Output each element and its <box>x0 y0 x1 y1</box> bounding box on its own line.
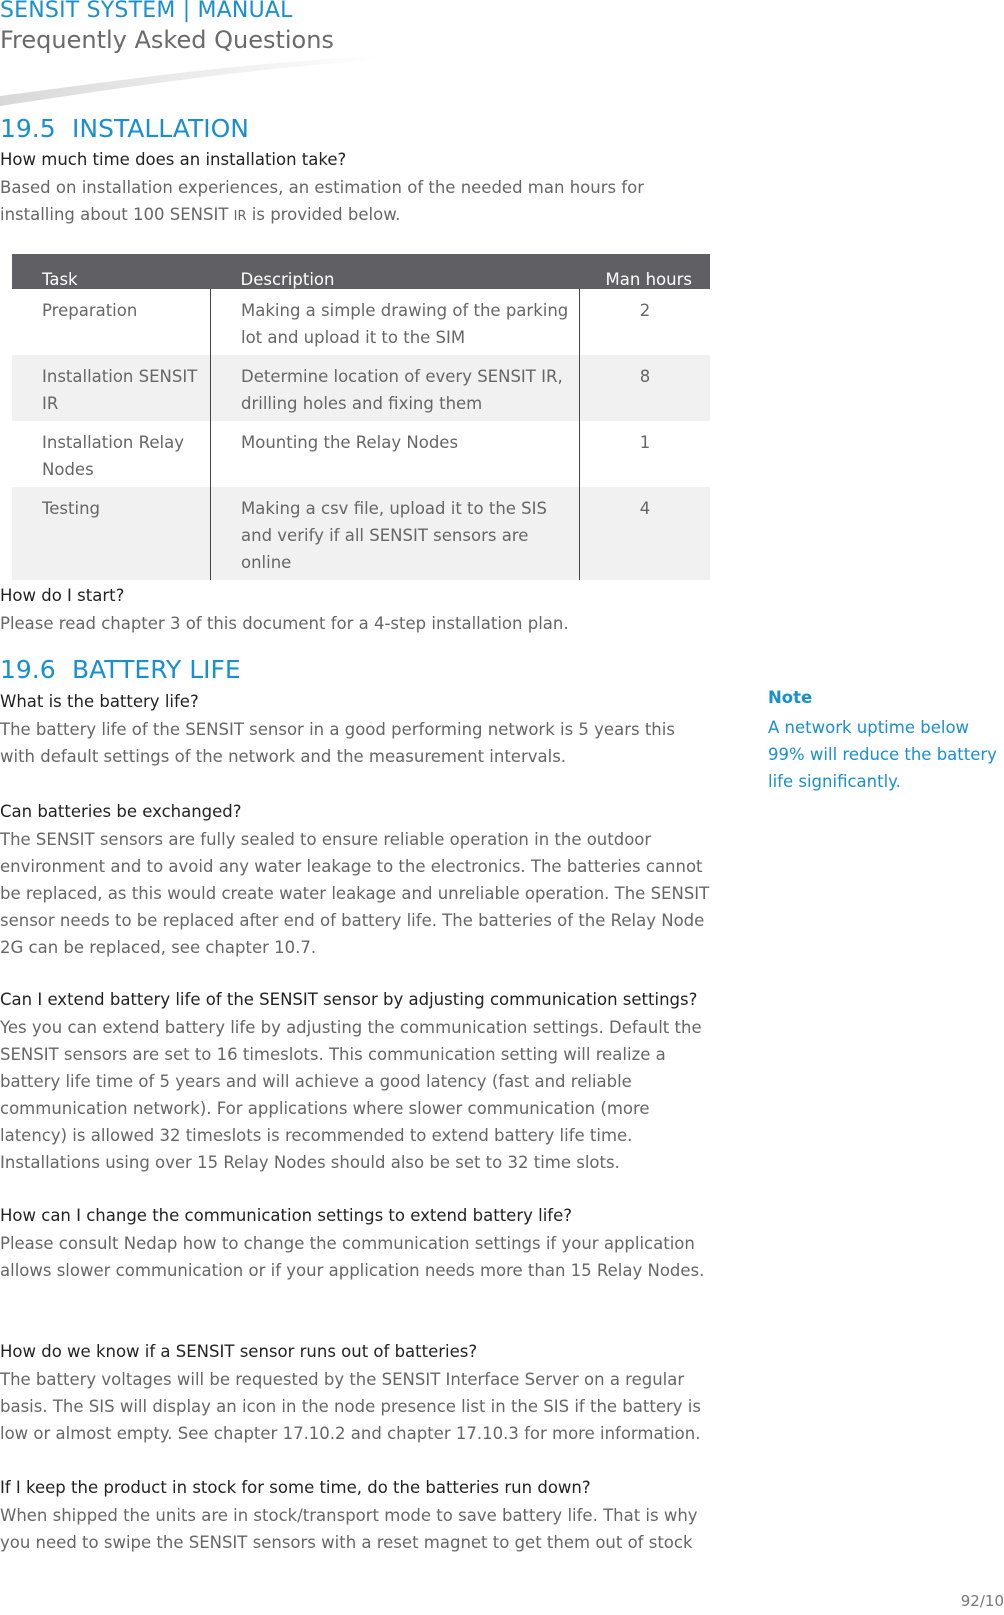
section-title: BATTERY LIFE <box>72 655 241 684</box>
column-header-description: Description <box>211 254 580 289</box>
faq-question: How can I change the communication settings to extend battery life? <box>0 1206 573 1225</box>
table-row <box>12 487 710 580</box>
table-row <box>12 289 710 355</box>
faq-answer: Yes you can extend battery life by adjusting the communication settings. Default the SENSIT sensors are set to 16 timeslots. This communication setting will realize a battery life time of 5 years and will achieve a good latency (fast and reliable communication network). For applications where slower communication (more latency) is allowed 32 timeslots is recommended to extend battery life time. Installations using over 15 Relay Nodes should also be set to 32 time slots. <box>0 1018 702 1172</box>
task-cell: Installation SENSIT IR <box>12 355 211 421</box>
hours-cell: 1 <box>639 433 651 452</box>
section-number: 19.5 <box>0 114 56 143</box>
manual-brand-title: SENSIT SYSTEM | MANUAL <box>0 0 293 23</box>
faq-answer: Please consult Nedap how to change the communication settings if your application allows slower communication or if your application needs more than 15 Relay Nodes. <box>0 1234 705 1280</box>
section-heading-battery-life <box>0 655 241 684</box>
table-header-row <box>12 254 710 289</box>
faq-answer: Based on installation experiences, an estimation of the needed man hours for installing about 100 SENSIT IR is provided below. <box>0 178 645 224</box>
section-title: INSTALLATION <box>72 114 249 143</box>
header-swoosh-decoration <box>0 50 380 110</box>
faq-question: Can I extend battery life of the SENSIT sensor by adjusting communication settings? <box>0 990 698 1009</box>
description-cell: Making a simple drawing of the parking lot and upload it to the SIM <box>211 289 580 355</box>
faq-question: What is the battery life? <box>0 692 199 711</box>
page-number: 92/10 <box>960 1592 1004 1610</box>
faq-answer: The SENSIT sensors are fully sealed to ensure reliable operation in the outdoor environment and to avoid any water leakage to the electronics. The batteries cannot be replaced, as this would create water leakage and unreliable operation. The SENSIT sensor needs to be replaced after end of battery life. The batteries of the Relay Node 2G can be replaced, see chapter 10.7. <box>0 830 710 957</box>
table-row <box>12 355 710 421</box>
faq-question: If I keep the product in stock for some time, do the batteries run down? <box>0 1478 591 1497</box>
chapter-subtitle: Frequently Asked Questions <box>0 26 334 54</box>
faq-question: Can batteries be exchanged? <box>0 802 242 821</box>
hours-cell: 2 <box>639 301 651 320</box>
task-cell: Preparation <box>42 301 138 320</box>
task-cell: Installation Relay Nodes <box>42 433 184 479</box>
faq-question: How much time does an installation take? <box>0 150 347 169</box>
note-text: A network uptime below 99% will reduce the battery life significantly. <box>768 718 997 791</box>
note-label: Note <box>768 688 813 707</box>
hours-cell: 4 <box>580 487 711 580</box>
faq-answer: Please read chapter 3 of this document for a 4-step installation plan. <box>0 614 569 633</box>
faq-answer: The battery life of the SENSIT sensor in a good performing network is 5 years this with default settings of the network and the measurement intervals. <box>0 720 675 766</box>
table-row <box>12 421 710 487</box>
faq-question: How do I start? <box>0 586 125 605</box>
column-header-man-hours: Man hours <box>580 254 711 289</box>
description-cell: Determine location of every SENSIT IR, drilling holes and fixing them <box>211 355 580 421</box>
description-cell: Mounting the Relay Nodes <box>211 421 580 487</box>
installation-hours-table <box>12 254 710 580</box>
hours-cell: 8 <box>580 355 711 421</box>
faq-answer: The battery voltages will be requested by the SENSIT Interface Server on a regular basis. The SIS will display an icon in the node presence list in the SIS if the battery is low or almost empty. See chapter 17.10.2 and chapter 17.10.3 for more information. <box>0 1370 701 1443</box>
column-header-task: Task <box>12 254 211 289</box>
section-number: 19.6 <box>0 655 56 684</box>
section-heading-installation <box>0 114 249 143</box>
faq-question: How do we know if a SENSIT sensor runs out of batteries? <box>0 1342 478 1361</box>
description-cell: Making a csv file, upload it to the SIS and verify if all SENSIT sensors are online <box>211 487 580 580</box>
task-cell: Testing <box>12 487 211 580</box>
faq-answer: When shipped the units are in stock/transport mode to save battery life. That is why you need to swipe the SENSIT sensors with a reset magnet to get them out of stock <box>0 1506 698 1552</box>
